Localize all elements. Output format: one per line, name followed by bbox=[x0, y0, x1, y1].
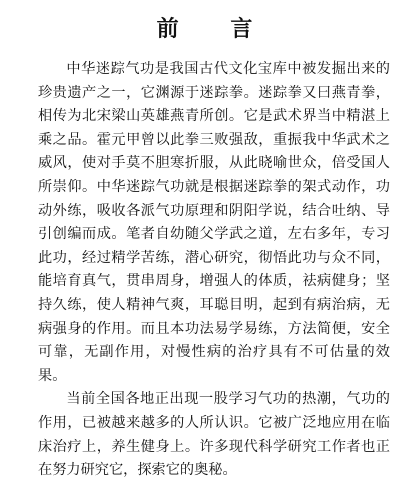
body-text bbox=[38, 58, 390, 483]
page-title: 前 言 bbox=[156, 16, 275, 42]
paragraph-2: 当前全国各地正出现一股学习气功的热潮，气功的作用，已被越来越多的人所认识。它被广泛地应用在临床治疗上，养生健身上。许多现代科学研究工作者也正在努力研究它，探索它的奥秘。 bbox=[38, 391, 390, 479]
paragraph-1: 中华迷踪气功是我国古代文化宝库中被发掘出来的珍贵遗产之一，它渊源于迷踪拳。迷踪拳又曰燕青拳，相传为北宋梁山英雄燕青所创。它是武术界当中精湛上乘之品。霍元甲曾以此拳三败强敌，重振我中华武术之威风，使对手莫不胆寒折服，从此晓喻世众，倍受国人所崇仰。中华迷踪气功就是根据迷踪拳的架式动作，功动外练，吸收各派气功原理和阴阳学说，结合吐纳、导引创编而成。笔者自幼随父学武之道，左右多年，专习此功，经过精学苦练，潜心研究，彻悟此功与众不同，能培育真气，贯串周身，增强人的体质，祛病健身；坚持久练，使人精神气爽，耳聪目明，起到有病治病，无病强身的作用。而且本功法易学易练，方法简便，安全可靠，无副作用，对慢性病的治疗具有不可估量的效果。 bbox=[38, 61, 390, 384]
